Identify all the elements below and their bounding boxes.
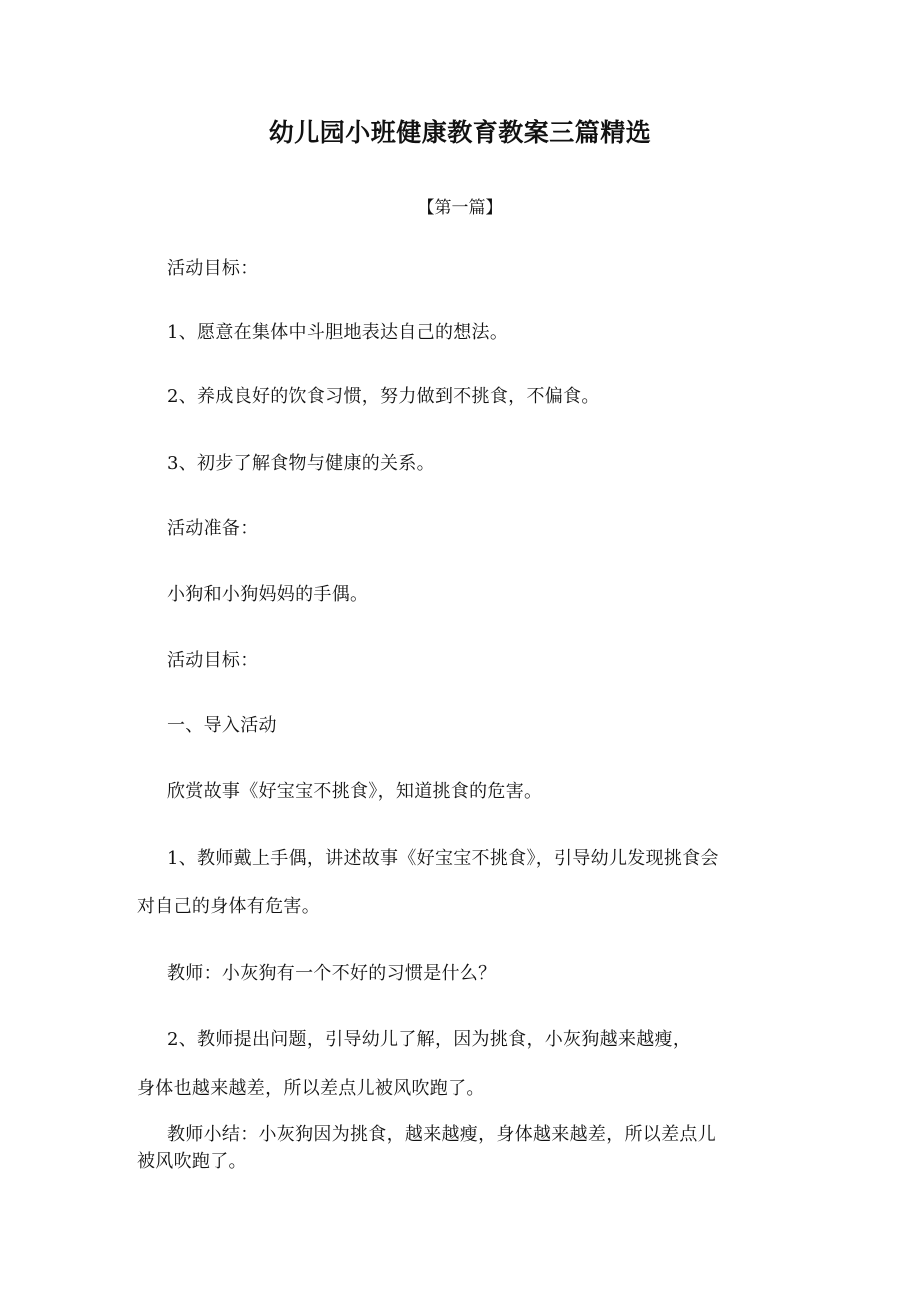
paragraph-goal-2: 2、养成良好的饮食习惯，努力做到不挑食，不偏食。 [167,386,600,407]
paragraph-step-1-line-1: 1、教师戴上手偶，讲述故事《好宝宝不挑食》，引导幼儿发现挑食会 [167,848,719,869]
paragraph-activity-process-heading: 活动目标： [167,650,259,671]
document-title: 幼儿园小班健康教育教案三篇精选 [268,118,652,147]
paragraph-step-intro: 一、导入活动 [167,715,277,736]
section-heading: 【第一篇】 [417,198,503,218]
paragraph-preparation-items: 小狗和小狗妈妈的手偶。 [167,584,369,605]
paragraph-step-1-line-2: 对自己的身体有危害。 [137,896,320,917]
paragraph-step-2-line-2: 身体也越来越差，所以差点儿被风吹跑了。 [137,1078,485,1099]
paragraph-preparation-heading: 活动准备： [167,518,259,539]
paragraph-teacher-summary-line-2: 被风吹跑了。 [137,1151,247,1172]
paragraph-goal-3: 3、初步了解食物与健康的关系。 [167,453,435,474]
paragraph-step-2-line-1: 2、教师提出问题，引导幼儿了解，因为挑食，小灰狗越来越瘦， [167,1029,692,1050]
paragraph-goal-1: 1、愿意在集体中斗胆地表达自己的想法。 [167,322,509,343]
paragraph-teacher-question: 教师：小灰狗有一个不好的习惯是什么？ [167,963,497,984]
paragraph-story-appreciation: 欣赏故事《好宝宝不挑食》，知道挑食的危害。 [167,781,543,802]
paragraph-activity-goals-heading: 活动目标： [167,258,259,279]
paragraph-teacher-summary-line-1: 教师小结：小灰狗因为挑食，越来越瘦，身体越来越差，所以差点儿 [167,1124,716,1145]
